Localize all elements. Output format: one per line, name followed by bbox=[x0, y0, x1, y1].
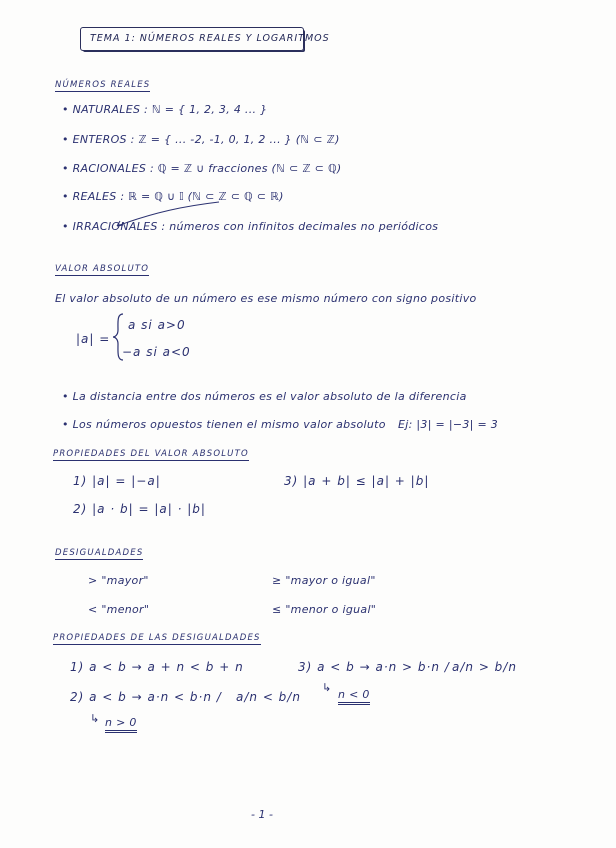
section-heading-numeros-reales: NÚMEROS REALES bbox=[55, 80, 151, 90]
list-item: • RACIONALES : ℚ = ℤ ∪ fracciones (ℕ ⊂ ℤ ⊂ ℚ) bbox=[62, 162, 342, 175]
abs-case-negative: −a si a<0 bbox=[122, 345, 191, 359]
inequality-symbol: > "mayor" bbox=[88, 574, 149, 587]
section-heading-desigualdades: DESIGUALDADES bbox=[55, 548, 144, 558]
arrow-icon: ↳ bbox=[322, 681, 332, 694]
note: • La distancia entre dos números es el valor absoluto de la diferencia bbox=[62, 390, 467, 403]
condition: n > 0 bbox=[105, 716, 137, 733]
note-example: Ej: |3| = |−3| = 3 bbox=[398, 418, 499, 431]
fraction: a/n < b/n bbox=[236, 690, 301, 704]
property: 3) |a + b| ≤ |a| + |b| bbox=[284, 474, 430, 488]
inequality-symbol: ≥ "mayor o igual" bbox=[272, 574, 376, 587]
section-heading-valor-absoluto: VALOR ABSOLUTO bbox=[55, 264, 150, 274]
page-number: - 1 - bbox=[251, 808, 273, 821]
section-heading-propiedades-valor-absoluto: PROPIEDADES DEL VALOR ABSOLUTO bbox=[53, 449, 249, 459]
note: • Los números opuestos tienen el mismo valor absoluto bbox=[62, 418, 386, 431]
paragraph: El valor absoluto de un número es ese mismo número con signo positivo bbox=[55, 292, 477, 305]
property: 2) a < b → a·n < b·n / bbox=[70, 690, 222, 704]
condition: n < 0 bbox=[338, 688, 370, 705]
page-title: TEMA 1: NÚMEROS REALES Y LOGARITMOS bbox=[90, 33, 330, 44]
abs-lhs: |a| = bbox=[76, 332, 111, 346]
inequality-symbol: < "menor" bbox=[88, 603, 150, 616]
property: 2) |a · b| = |a| · |b| bbox=[73, 502, 206, 516]
fraction: a/n > b/n bbox=[452, 660, 517, 674]
list-item: • REALES : ℝ = ℚ ∪ 𝕀 (ℕ ⊂ ℤ ⊂ ℚ ⊂ ℝ) bbox=[62, 190, 284, 203]
list-item: • ENTEROS : ℤ = { ... -2, -1, 0, 1, 2 ... } (ℕ ⊂ ℤ) bbox=[62, 133, 340, 146]
inequality-symbol: ≤ "menor o igual" bbox=[272, 603, 377, 616]
list-item: • IRRACIONALES : números con infinitos decimales no periódicos bbox=[62, 220, 439, 233]
property: 3) a < b → a·n > b·n / bbox=[298, 660, 450, 674]
section-heading-propiedades-desigualdades: PROPIEDADES DE LAS DESIGUALDADES bbox=[53, 633, 261, 643]
abs-case-positive: a si a>0 bbox=[128, 318, 186, 332]
property: 1) |a| = |−a| bbox=[73, 474, 161, 488]
arrow-icon: ↳ bbox=[90, 712, 100, 725]
list-item: • NATURALES : ℕ = { 1, 2, 3, 4 ... } bbox=[62, 103, 268, 116]
property: 1) a < b → a + n < b + n bbox=[70, 660, 244, 674]
